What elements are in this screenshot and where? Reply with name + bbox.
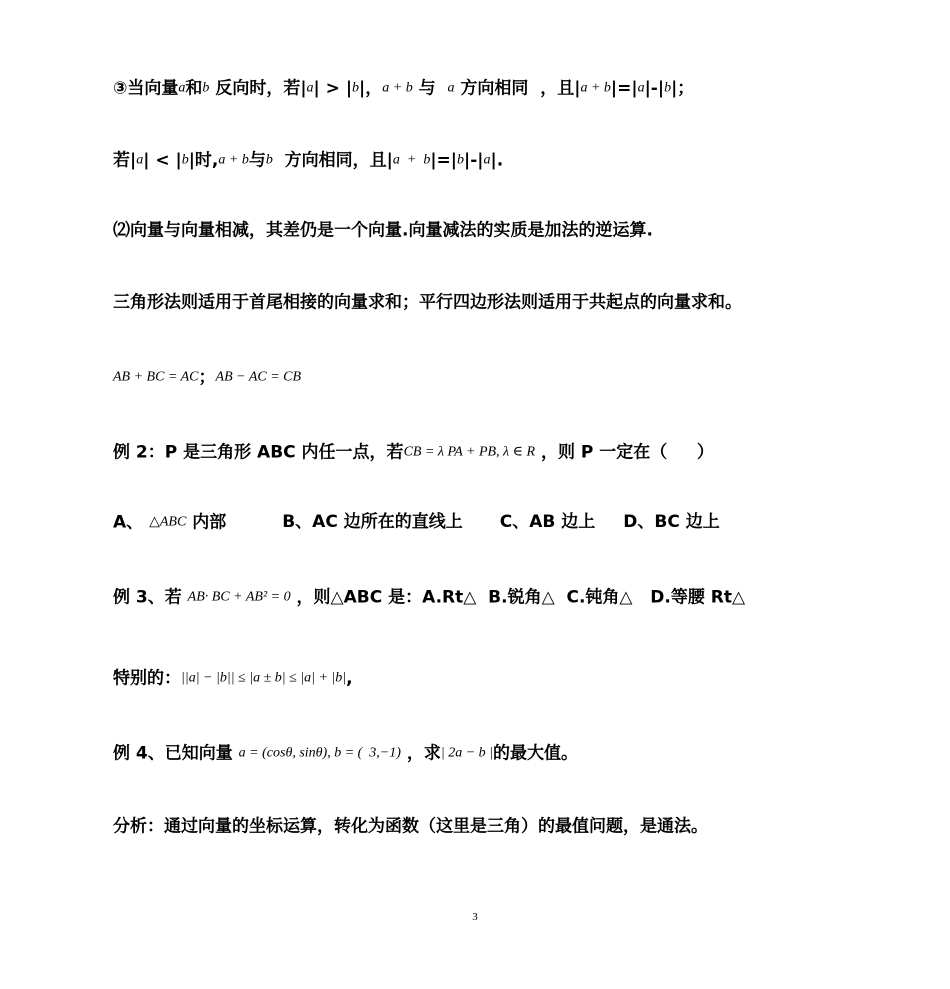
math-expression: a	[178, 80, 186, 96]
text-run: ，则 P 一定在（ ）	[535, 442, 714, 463]
text-run: D、BC 边上	[623, 512, 720, 533]
math-expression: CB = λ PA + PB, λ ∈ R	[403, 444, 536, 460]
text-run: ,	[346, 668, 353, 689]
text-run: |-|	[464, 150, 484, 171]
text-run: |时,	[188, 150, 219, 171]
math-expression: a = (cosθ, sinθ), b = ( 3,−1)	[238, 745, 401, 761]
math-expression: a	[306, 80, 314, 96]
text-run: 分析：通过向量的坐标运算，转化为函数（这里是三角）的最值问题，是通法。	[113, 816, 708, 837]
paragraph-opposite-direction-cont	[113, 148, 503, 172]
text-run: 和	[185, 78, 203, 99]
text-run: 若|	[113, 150, 137, 171]
text-run: ③当向量	[113, 78, 179, 99]
math-expression: a	[483, 152, 491, 168]
math-expression: b	[181, 152, 189, 168]
math-expression: b	[265, 152, 273, 168]
text-run: 方向相同 ，且|	[454, 78, 581, 99]
text-run: |=|	[610, 78, 638, 99]
math-expression: AB· BC + AB² = 0	[187, 589, 291, 605]
text-run: 与	[248, 150, 266, 171]
text-run: ，求	[400, 743, 441, 764]
example-2-options	[113, 510, 720, 534]
text-run: ⑵向量与向量相减，其差仍是一个向量.向量减法的实质是加法的逆运算.	[113, 220, 653, 241]
text-run: 例 3、若	[113, 587, 188, 608]
text-run: C、AB 边上	[499, 512, 596, 533]
math-expression: AB + BC = AC	[113, 369, 199, 385]
text-run: 反向时，若|	[209, 78, 307, 99]
math-expression: b	[457, 152, 465, 168]
math-expression: a	[447, 80, 455, 96]
math-expression: a	[136, 152, 144, 168]
math-expression: b	[664, 80, 672, 96]
math-expression: | 2a − b |	[440, 745, 493, 761]
text-run: 三角形法则适用于首尾相接的向量求和；平行四边形法则适用于共起点的向量求和。	[113, 292, 742, 313]
math-expression: ||a| − |b|| ≤ |a ± b| ≤ |a| + |b|	[181, 670, 347, 686]
text-run: A、	[113, 512, 150, 533]
analysis-paragraph	[113, 814, 708, 838]
text-run: 方向相同，且|	[272, 150, 393, 171]
text-run: 的最大值。	[493, 743, 578, 764]
text-run: 内部	[186, 512, 227, 533]
paragraph-vector-subtraction	[113, 218, 653, 242]
example-2-question	[113, 440, 714, 464]
text-run: | > |	[313, 78, 353, 99]
math-expression: b	[202, 80, 210, 96]
math-expression: a + b	[218, 152, 249, 168]
text-run: 例 2：P 是三角形 ABC 内任一点，若	[113, 442, 404, 463]
math-expression: a + b	[392, 152, 431, 168]
text-run: |；	[671, 78, 695, 99]
math-expression: a	[637, 80, 645, 96]
math-expression: AB − AC = CB	[215, 369, 302, 385]
text-run: 例 4、已知向量	[113, 743, 239, 764]
special-inequality	[113, 666, 353, 690]
text-run: B、AC 边所在的直线上	[282, 512, 463, 533]
example-3-question	[113, 585, 745, 609]
text-run: 与	[412, 78, 448, 99]
text-run: |，	[359, 78, 383, 99]
math-expression: b	[352, 80, 360, 96]
formula-line	[113, 365, 301, 389]
math-expression: a + b	[580, 80, 611, 96]
text-run: |-|	[644, 78, 665, 99]
math-expression: a + b	[382, 80, 413, 96]
text-run: |=|	[430, 150, 458, 171]
example-4-question	[113, 741, 578, 765]
paragraph-triangle-parallelogram-rule	[113, 290, 742, 314]
text-run: |.	[490, 150, 504, 171]
page-number: 3	[472, 911, 478, 923]
text-run: | < |	[143, 150, 182, 171]
math-expression: △ABC	[149, 514, 187, 530]
paragraph-opposite-direction	[113, 76, 694, 100]
text-run: 特别的：	[113, 668, 181, 689]
text-run: ，则△ABC 是：A.Rt△ B.锐角△ C.钝角△ D.等腰 Rt△	[290, 587, 746, 608]
text-run: ；	[198, 367, 216, 388]
